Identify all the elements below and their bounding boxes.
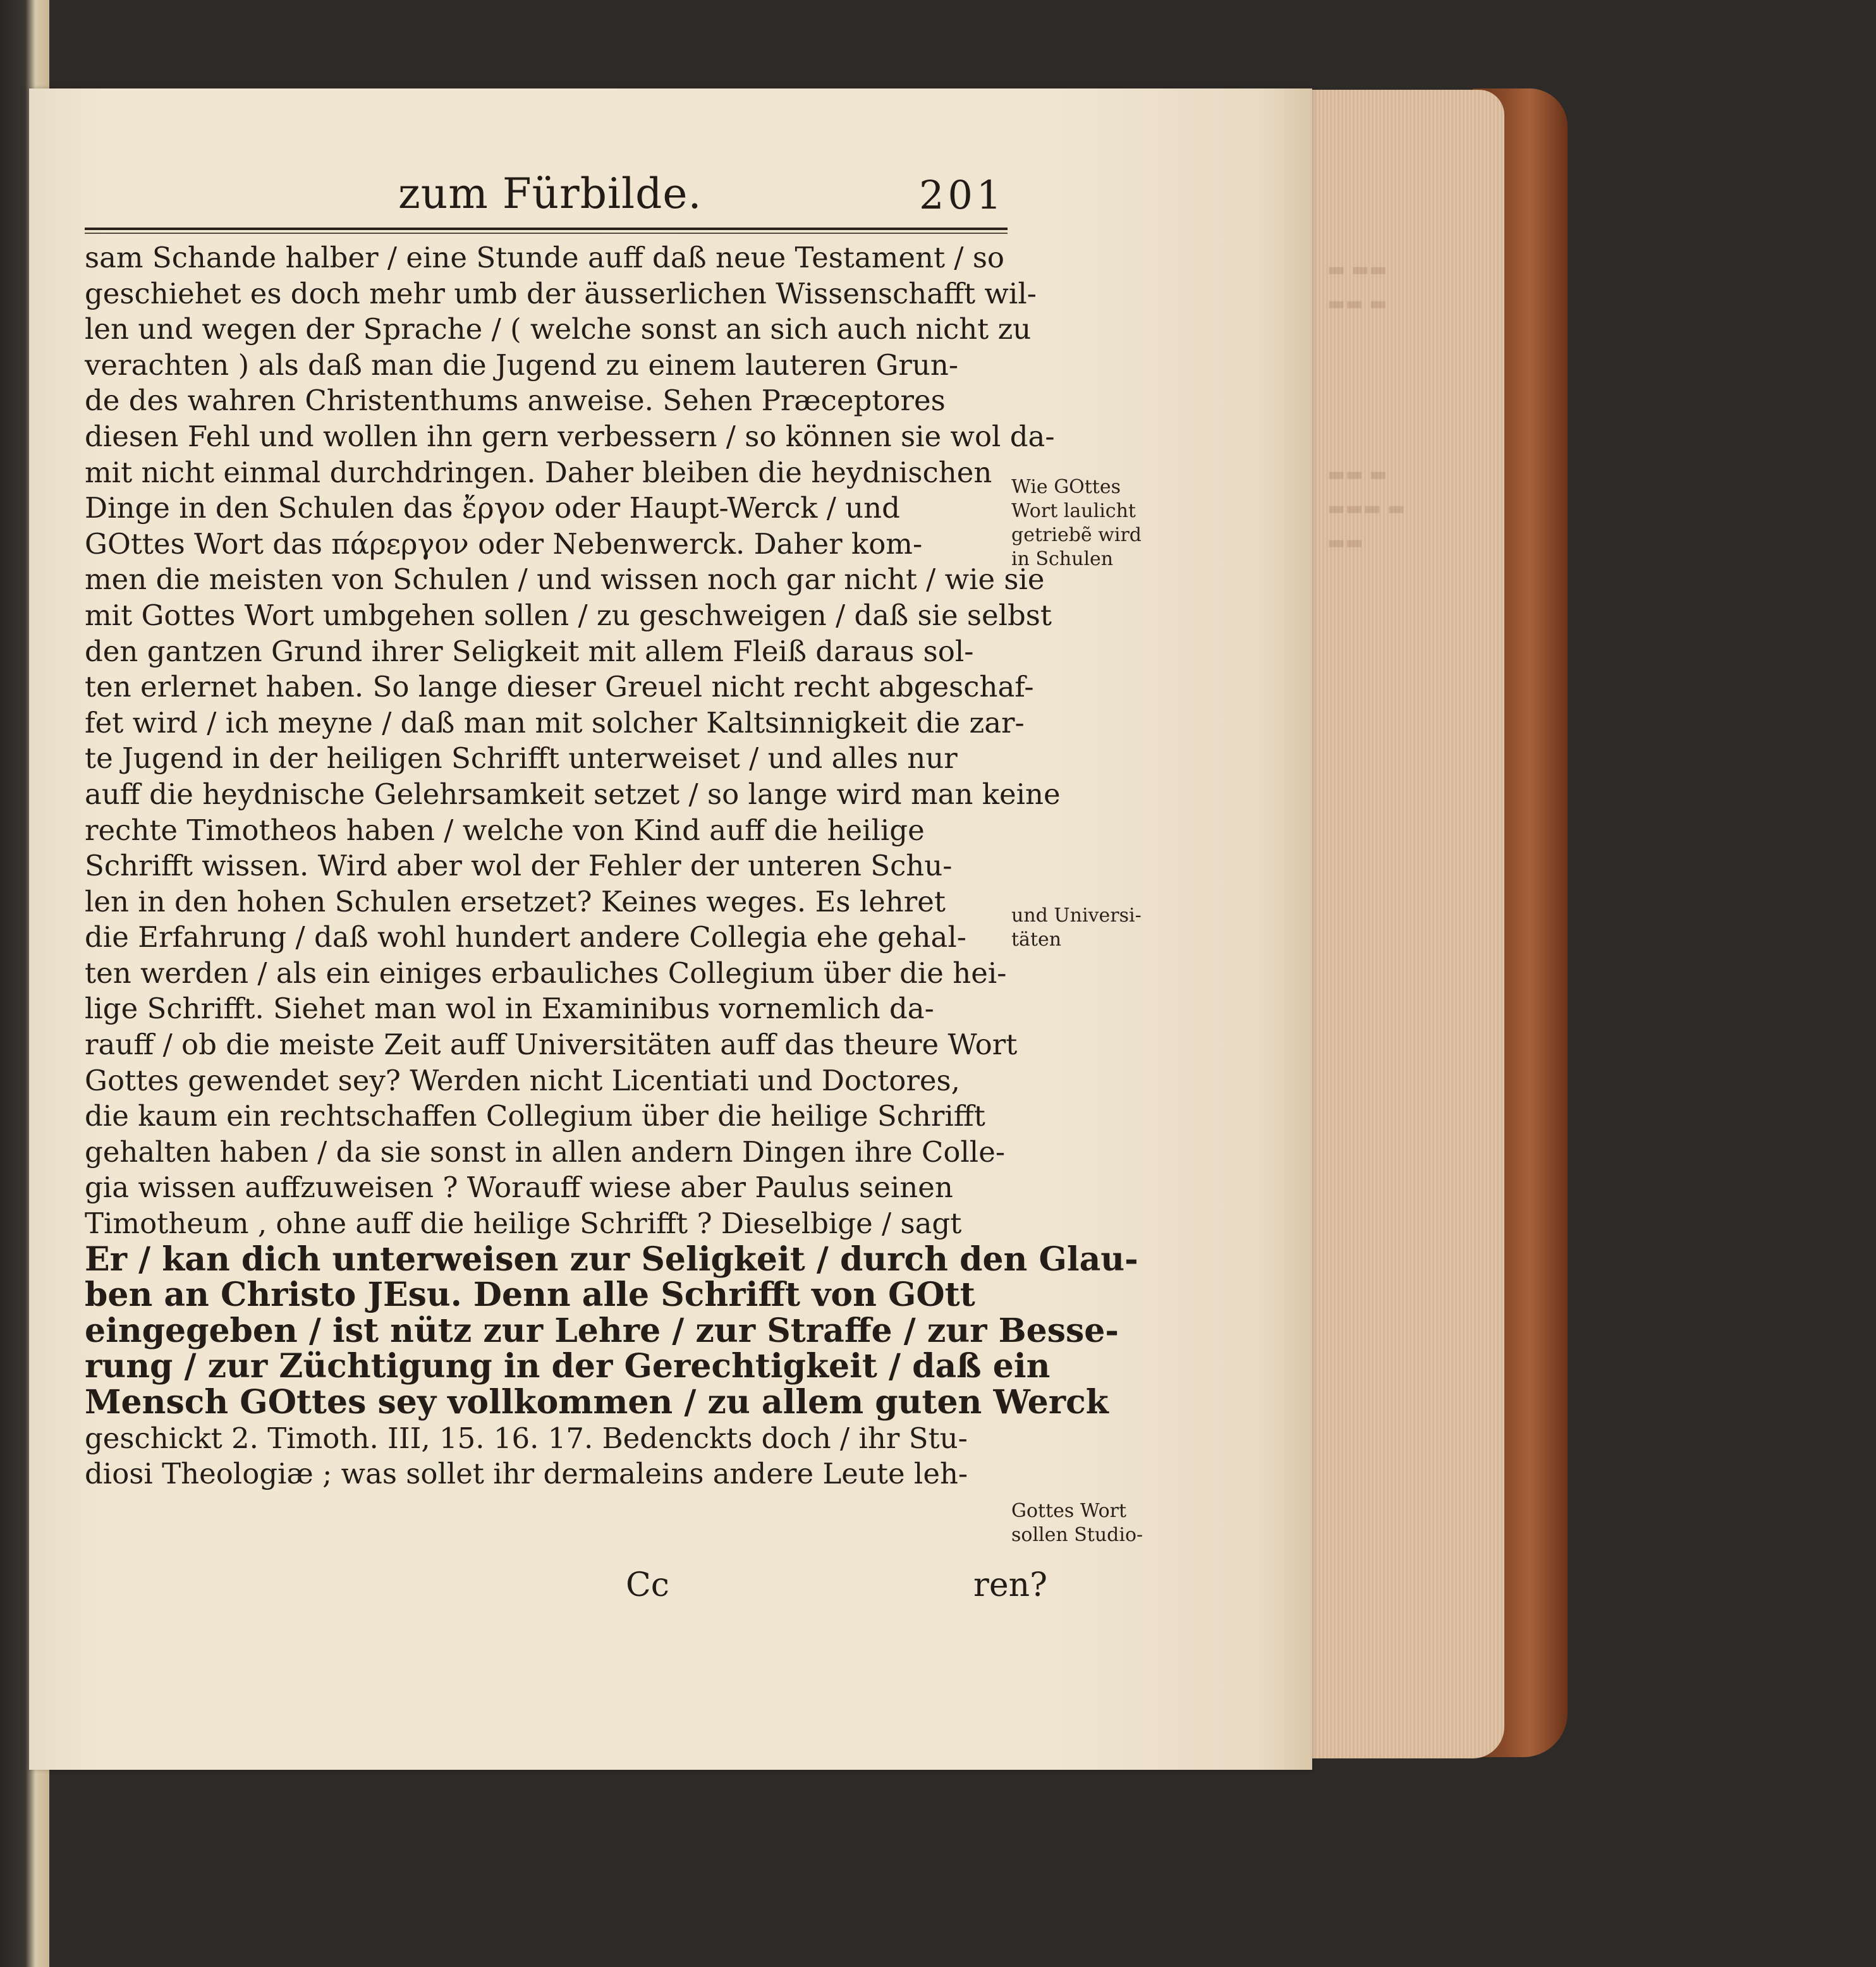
text-line: geschiehet es doch mehr umb der äusserlichen Wissenschafft wil-: [85, 276, 1037, 310]
text-line: ten erlernet haben. So lange dieser Greuel nicht recht abgeschaf-: [85, 670, 1034, 704]
margin-note-line: Wort laulicht: [1011, 500, 1136, 522]
text-line: sam Schande halber / eine Stunde auff daß neue Testament / so: [85, 241, 1005, 274]
text-line: te Jugend in der heiligen Schrifft unterweiset / und alles nur: [85, 741, 958, 776]
text-line: mit nicht einmal durchdringen. Daher bleiben die heydnischen: [85, 455, 992, 489]
text-line: Schrifft wissen. Wird aber wol der Fehler der unteren Schu-: [85, 849, 953, 883]
text-line-quotation: ben an Christo JEsu. Denn alle Schrifft von GOtt: [85, 1276, 975, 1315]
margin-note-line: und Universi-: [1011, 904, 1142, 927]
margin-note-line: Wie GOttes: [1011, 476, 1121, 498]
text-line: fet wird / ich meyne / daß man mit solcher Kaltsinnigkeit die zar-: [85, 705, 1025, 740]
margin-note-line: getriebẽ wird: [1011, 524, 1142, 546]
text-line: rechte Timotheos haben / welche von Kind auff die heilige: [85, 813, 925, 847]
text-line: rauff / ob die meiste Zeit auff Universitäten auff das theure Wort: [85, 1028, 1018, 1062]
text-line: len in den hohen Schulen ersetzet? Keines weges. Es lehret: [85, 884, 946, 918]
margin-note-line: in Schulen: [1011, 548, 1114, 570]
text-line: lige Schrifft. Siehet man wol in Examinibus vornemlich da-: [85, 992, 934, 1026]
text-line: len und wegen der Sprache / ( welche sonst an sich auch nicht zu: [85, 312, 1032, 346]
running-head: zum Fürbilde.: [398, 169, 702, 218]
text-line: Dinge in den Schulen das ἔργον oder Haupt-Werck / und: [85, 491, 900, 525]
text-line: die kaum ein rechtschaffen Collegium über die heilige Schrifft: [85, 1099, 985, 1133]
header-rule: [85, 228, 1008, 230]
text-line: mit Gottes Wort umbgehen sollen / zu geschweigen / daß sie selbst: [85, 598, 1052, 632]
margin-note-line: Gottes Wort: [1011, 1500, 1127, 1522]
text-line: de des wahren Christenthums anweise. Sehen Præceptores: [85, 384, 946, 418]
margin-note: [1011, 1499, 1182, 1547]
text-line-quotation: Mensch GOttes sey vollkommen / zu allem guten Werck: [85, 1383, 1109, 1422]
text-line: ten werden / als ein einiges erbauliches Collegium über die hei-: [85, 956, 1007, 990]
header-rule-thin: [85, 233, 1008, 234]
text-line: gehalten haben / da sie sonst in allen andern Dingen ihre Colle-: [85, 1135, 1006, 1169]
text-line-quotation: eingegeben / ist nütz zur Lehre / zur Straffe / zur Besse-: [85, 1311, 1119, 1350]
text-line: diesen Fehl und wollen ihn gern verbessern / so können sie wol da-: [85, 419, 1055, 453]
text-line: geschickt 2. Timoth. III, 15. 16. 17. Bedenckts doch / ihr Stu-: [85, 1421, 968, 1455]
text-line: auff die heydnische Gelehrsamkeit setzet / so lange wird man keine: [85, 777, 1061, 811]
catchword: ren?: [973, 1566, 1047, 1604]
signature-mark: Cc: [626, 1566, 669, 1604]
text-line: GOttes Wort das πάρεργον oder Nebenwerck. Daher kom-: [85, 527, 923, 561]
text-line: die Erfahrung / daß wohl hundert andere Collegia ehe gehal-: [85, 920, 966, 954]
margin-note-line: täten: [1011, 929, 1062, 951]
text-line: diosi Theologiæ ; was sollet ihr dermaleins andere Leute leh-: [85, 1457, 968, 1491]
margin-note-line: sollen Studio-: [1011, 1524, 1143, 1546]
margin-note: [1011, 475, 1182, 571]
text-line: gia wissen auffzuweisen ? Worauff wiese aber Paulus seinen: [85, 1171, 953, 1205]
page-number: 201: [919, 172, 1006, 218]
text-line-quotation: rung / zur Züchtigung in der Gerechtigkeit / daß ein: [85, 1347, 1051, 1386]
text-line-quotation: Er / kan dich unterweisen zur Seligkeit / durch den Glau-: [85, 1239, 1138, 1279]
text-line: den gantzen Grund ihrer Seligkeit mit allem Fleiß daraus sol-: [85, 634, 974, 668]
text-line: men die meisten von Schulen / und wissen noch gar nicht / wie sie: [85, 563, 1045, 597]
text-line: Timotheum , ohne auff die heilige Schrifft ? Dieselbige / sagt: [85, 1207, 962, 1241]
margin-note: [1011, 904, 1182, 952]
page-block-edges: [1289, 90, 1504, 1758]
text-line: Gottes gewendet sey? Werden nicht Licentiati und Doctores,: [85, 1063, 960, 1097]
text-line: verachten ) als daß man die Jugend zu einem lauteren Grun-: [85, 348, 959, 382]
